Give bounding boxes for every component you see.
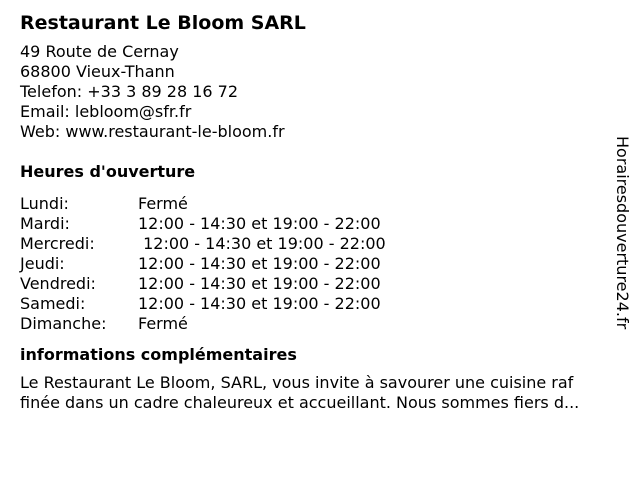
phone-number: Telefon: +33 3 89 28 16 72 [20,82,239,101]
hours-time: Fermé [138,314,188,333]
hours-row-vendredi [20,274,612,294]
business-card [20,10,612,413]
hours-table [20,194,612,334]
address-street: 49 Route de Cernay [20,42,179,61]
hours-day: Jeudi: [20,254,65,273]
hours-row-jeudi [20,254,612,274]
hours-title: Heures d'ouverture [20,162,196,181]
hours-day: Dimanche: [20,314,107,333]
info-line: finée dans un cadre chaleureux et accueillant. Nous sommes fiers d... [20,393,580,412]
website: Web: www.restaurant-le-bloom.fr [20,122,285,141]
address-city: 68800 Vieux-Thann [20,62,175,81]
hours-row-lundi [20,194,612,214]
hours-row-mercredi [20,234,612,254]
hours-time: Fermé [138,194,188,213]
info-title: informations complémentaires [20,345,297,364]
hours-row-mardi [20,214,612,234]
hours-time: 12:00 - 14:30 et 19:00 - 22:00 [138,274,381,293]
hours-row-samedi [20,294,612,314]
hours-day: Vendredi: [20,274,96,293]
info-line: Le Restaurant Le Bloom, SARL, vous invite à savourer une cuisine raf [20,373,574,392]
hours-time: 12:00 - 14:30 et 19:00 - 22:00 [138,294,381,313]
hours-day: Samedi: [20,294,86,313]
info-description [20,373,630,413]
business-name: Restaurant Le Bloom SARL [20,12,306,34]
hours-day: Lundi: [20,194,69,213]
email-address: Email: lebloom@sfr.fr [20,102,192,121]
hours-row-dimanche [20,314,612,334]
hours-time: 12:00 - 14:30 et 19:00 - 22:00 [138,254,381,273]
hours-time: 12:00 - 14:30 et 19:00 - 22:00 [138,214,381,233]
hours-day: Mardi: [20,214,70,233]
contact-block [20,42,612,142]
watermark: Horairesdouverture24.fr [613,136,632,330]
hours-day: Mercredi: [20,234,95,253]
hours-time: 12:00 - 14:30 et 19:00 - 22:00 [138,234,386,253]
